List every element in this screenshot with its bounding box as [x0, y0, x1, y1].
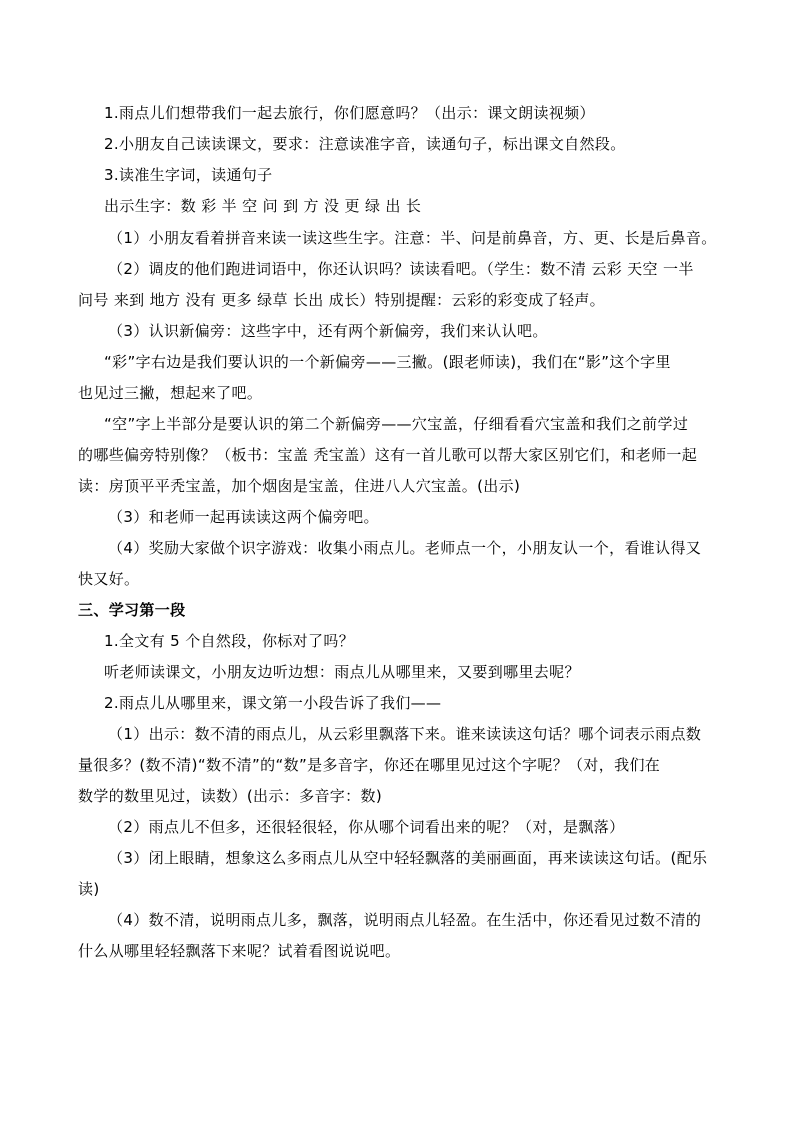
- text-line: 读：房顶平平秃宝盖，加个烟囱是宝盖，住进八人穴宝盖。(出示): [78, 477, 521, 495]
- text-line: 3.读准生字词，读通句子: [104, 166, 273, 184]
- text-line: （3）闭上眼睛，想象这么多雨点儿从空中轻轻飘落的美丽画面，再来读读这句话。(配乐: [108, 849, 708, 867]
- text-line: （2）调皮的他们跑进词语中，你还认识吗？读读看吧。（学生：数不清 云彩 天空 一半: [108, 260, 694, 278]
- section-heading: 三、学习第一段: [78, 601, 186, 619]
- text-line: （2）雨点儿不但多，还很轻很轻，你从哪个词看出来的呢？（对，是飘落）: [108, 818, 625, 836]
- text-line: 读): [78, 880, 100, 898]
- text-line: （1）小朋友看着拼音来读一读这些生字。注意：半、问是前鼻音，方、更、长是后鼻音。: [108, 229, 717, 247]
- text-line: 量很多？(数不清)“数不清”的“数”是多音字，你还在哪里见过这个字呢？（对，我们在: [78, 756, 661, 774]
- text-line: 听老师读课文，小朋友边听边想：雨点儿从哪里来，又要到哪里去呢？: [104, 663, 580, 681]
- text-line: “空”字上半部分是要认识的第二个新偏旁——穴宝盖，仔细看看穴宝盖和我们之前学过: [104, 415, 689, 433]
- text-line: 2.雨点儿从哪里来，课文第一小段告诉了我们——: [104, 694, 442, 712]
- text-line: （4）数不清，说明雨点儿多，飘落，说明雨点儿轻盈。在生活中，你还看见过数不清的: [108, 911, 702, 929]
- text-line: 数学的数里见过，读数）(出示：多音字：数): [78, 787, 383, 805]
- text-line: （1）出示：数不清的雨点儿，从云彩里飘落下来。谁来读读这句话？哪个词表示雨点数: [108, 725, 702, 743]
- text-line: 什么从哪里轻轻飘落下来呢？试着看图说说吧。: [78, 942, 401, 960]
- text-line: 2.小朋友自己读读课文，要求：注意读准字音，读通句子，标出课文自然段。: [104, 135, 626, 153]
- text-line: 1.全文有 5 个自然段，你标对了吗？: [104, 632, 355, 650]
- text-line: 快又好。: [78, 570, 140, 588]
- text-line: “彩”字右边是我们要认识的一个新偏旁——三撇。(跟老师读)，我们在“影”这个字里: [104, 353, 671, 371]
- text-line: 问号 来到 地方 没有 更多 绿草 长出 成长）特别提醒：云彩的彩变成了轻声。: [78, 291, 606, 309]
- text-line: 也见过三撇，想起来了吧。: [78, 384, 263, 402]
- text-line: （3）认识新偏旁：这些字中，还有两个新偏旁，我们来认认吧。: [108, 322, 548, 340]
- text-line: （4）奖励大家做个识字游戏：收集小雨点儿。老师点一个，小朋友认一个，看谁认得又: [108, 539, 702, 557]
- text-line: （3）和老师一起再读读这两个偏旁吧。: [108, 508, 379, 526]
- text-line: 出示生字：数 彩 半 空 问 到 方 没 更 绿 出 长: [104, 197, 422, 215]
- text-line: 的哪些偏旁特别像？（板书：宝盖 秃宝盖）这有一首儿歌可以帮大家区别它们，和老师一起: [78, 446, 698, 464]
- text-line: 1.雨点儿们想带我们一起去旅行，你们愿意吗？（出示：课文朗读视频）: [104, 104, 595, 122]
